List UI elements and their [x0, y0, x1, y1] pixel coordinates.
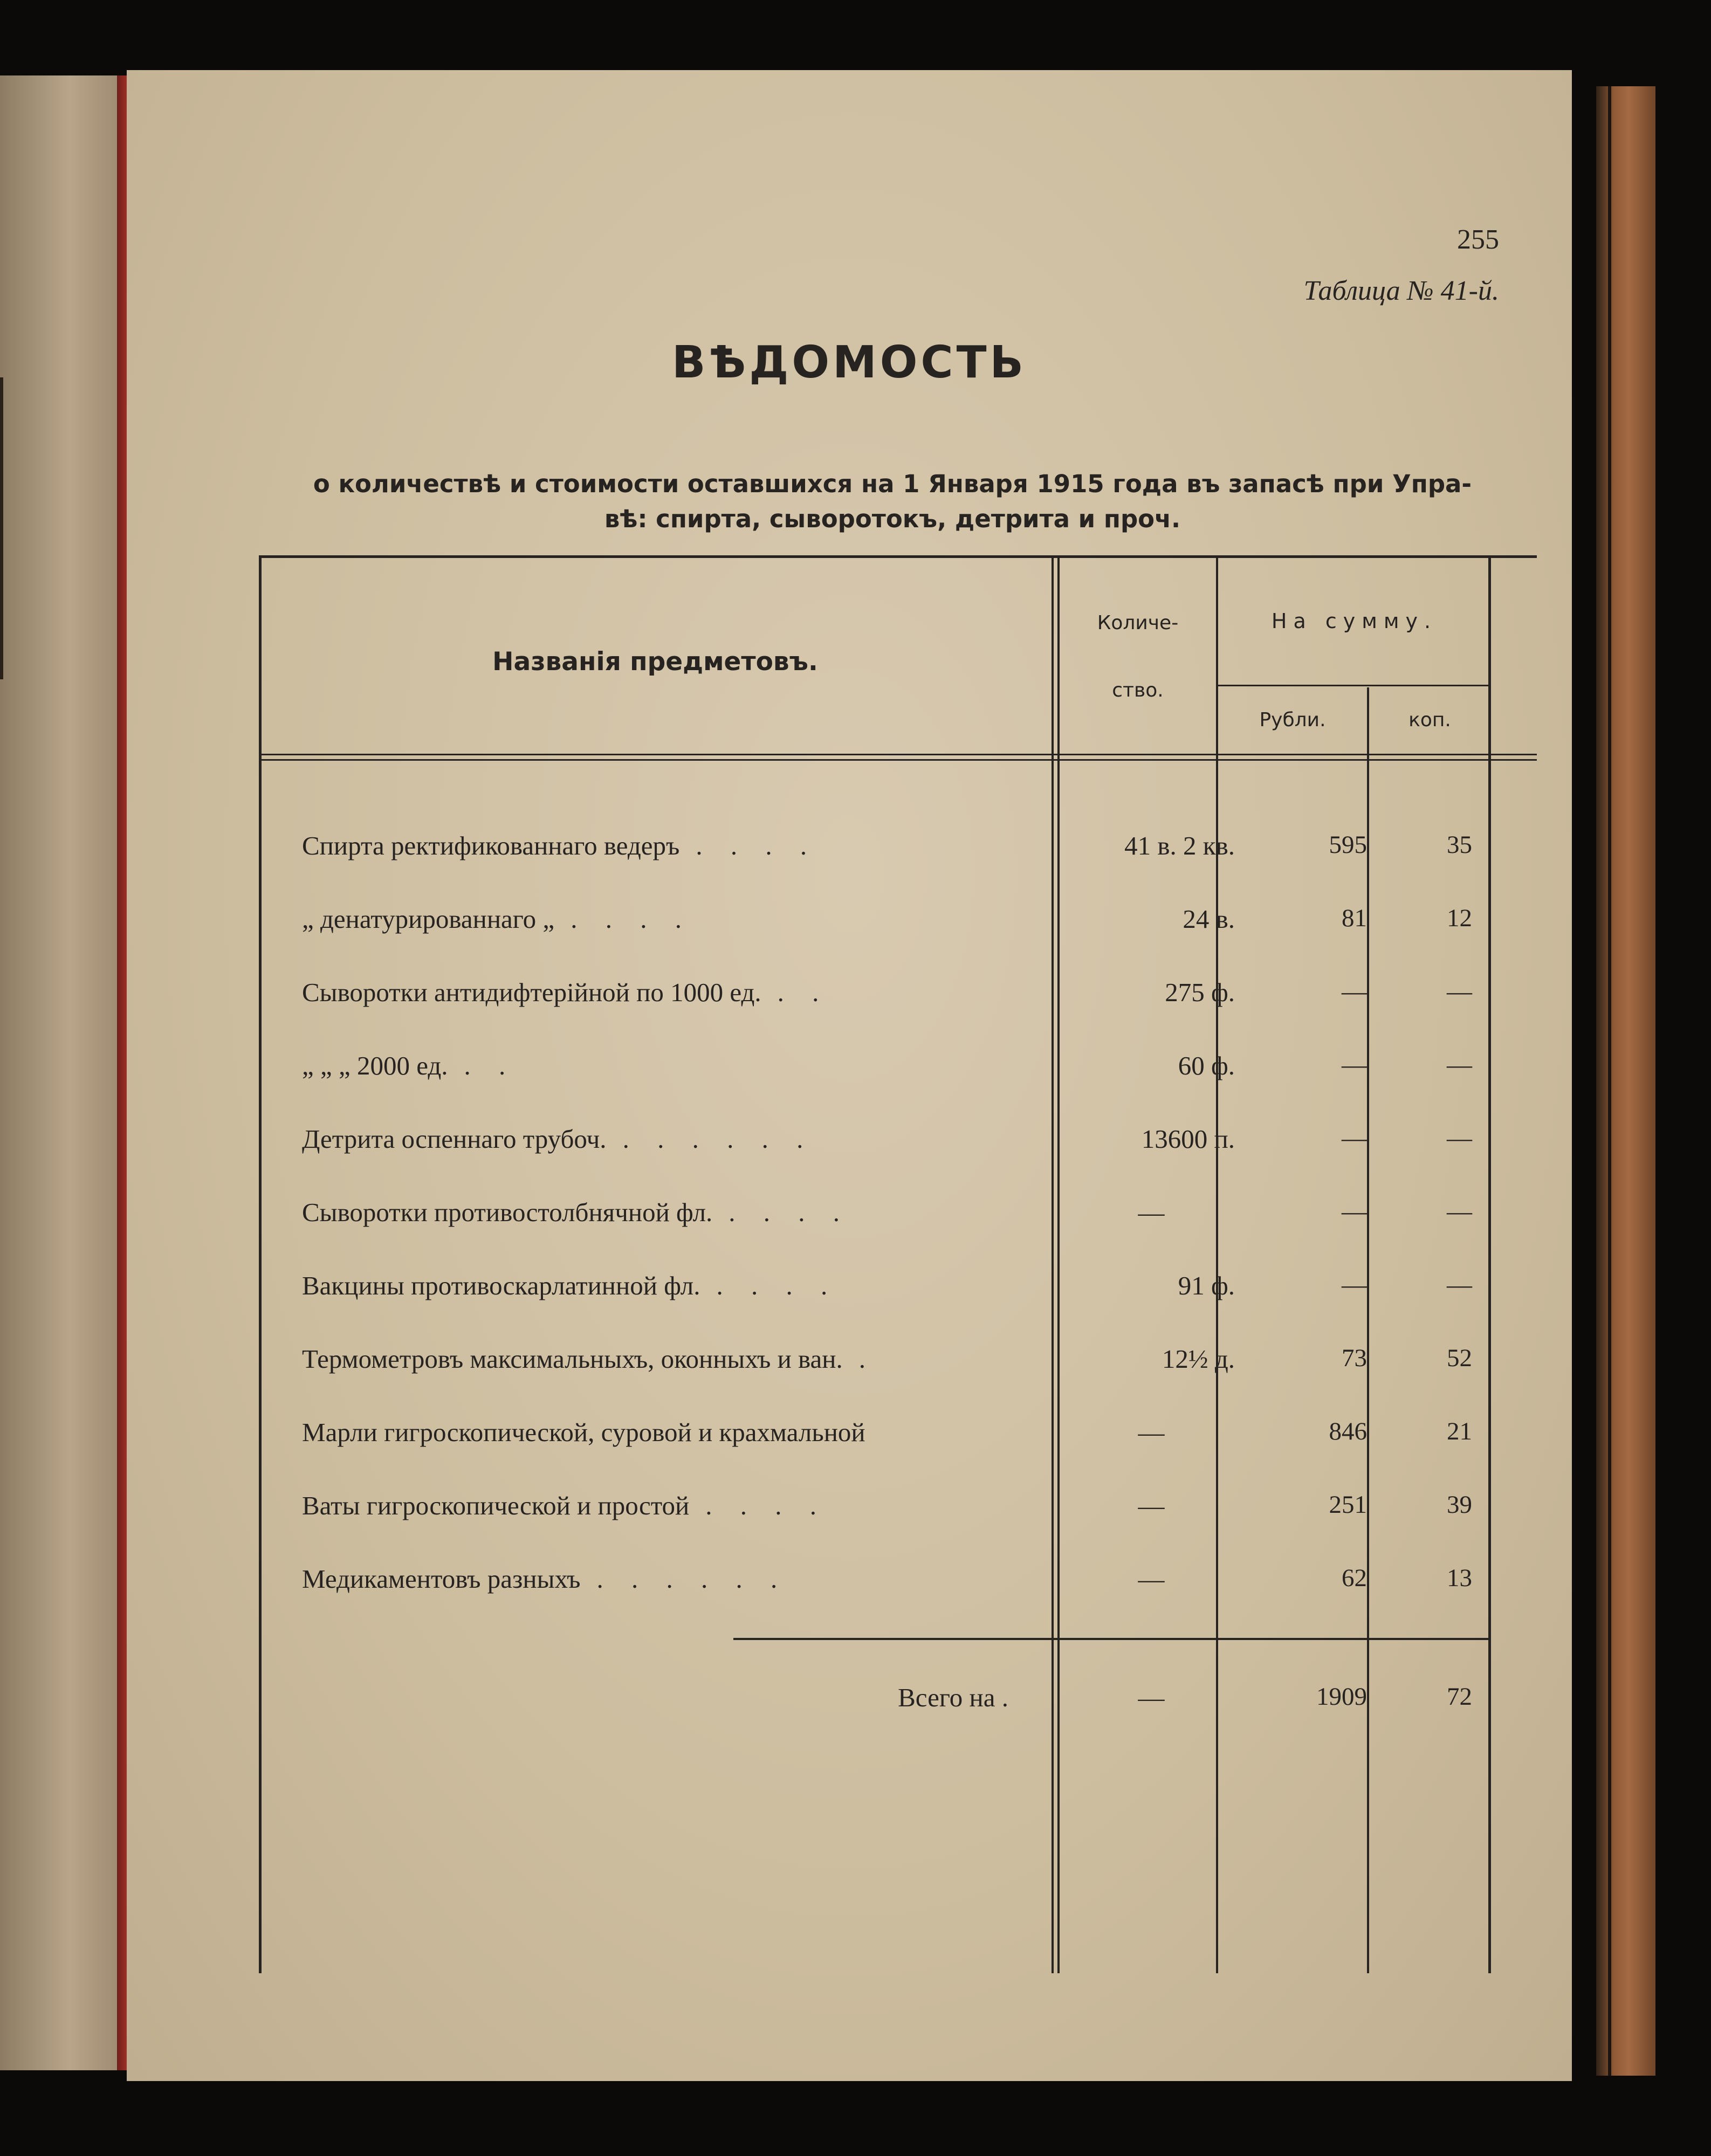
- row-leader-dots: . .: [777, 977, 830, 1007]
- page-number: 255: [1457, 224, 1499, 255]
- row-rub: —: [1342, 977, 1367, 1005]
- row-qty: —: [1138, 1417, 1165, 1447]
- row-name-text: „ „ „ 2000 ед.: [302, 1051, 448, 1080]
- header-rule-b: [259, 759, 1537, 761]
- row-name: [302, 1270, 1052, 1301]
- row-rub: —: [1342, 1124, 1367, 1152]
- header-qty-line2: ство.: [1112, 679, 1164, 701]
- row-qty: 12½ д.: [1162, 1344, 1235, 1374]
- row-leader-dots: . .: [464, 1051, 517, 1080]
- row-kop: 13: [1447, 1564, 1472, 1592]
- row-name: [302, 1050, 1052, 1081]
- row-name: [302, 830, 1052, 861]
- spine-stripe: [1608, 86, 1611, 2076]
- subtitle-line-2: вѣ: спирта, сыворотокъ, детрита и проч.: [604, 505, 1181, 533]
- row-name: [302, 1490, 1052, 1521]
- row-name-text: Медикаментовъ разныхъ: [302, 1564, 581, 1594]
- subtitle-line-1: о количествѣ и стоимости оставшихся на 1 Января 1915 года въ запасѣ при Упра-: [313, 470, 1472, 498]
- row-rub: 846: [1329, 1417, 1367, 1445]
- document-page: [127, 70, 1572, 2081]
- row-qty: 91 ф.: [1178, 1271, 1235, 1300]
- row-leader-dots: . . . . . .: [596, 1564, 788, 1594]
- row-qty: 13600 п.: [1141, 1124, 1235, 1154]
- row-name: [302, 1197, 1052, 1228]
- row-rub: —: [1342, 1197, 1367, 1225]
- row-kop: —: [1447, 1051, 1472, 1079]
- row-kop: —: [1447, 1271, 1472, 1299]
- total-kop: 72: [1447, 1683, 1472, 1711]
- qty-col-rule: [1216, 555, 1218, 1973]
- table-number: Таблица № 41-й.: [1303, 275, 1499, 306]
- total-rule: [733, 1638, 1491, 1640]
- total-rub: 1909: [1316, 1683, 1367, 1711]
- row-leader-dots: . . . .: [571, 904, 692, 934]
- row-kop: —: [1447, 1197, 1472, 1225]
- page-mark: [0, 377, 3, 679]
- row-name: [302, 1344, 1052, 1374]
- row-name: [302, 1417, 1052, 1448]
- row-rub: 73: [1342, 1344, 1367, 1372]
- header-name: Названія предметовъ.: [492, 647, 818, 677]
- inventory-table: [259, 555, 1537, 1973]
- row-kop: 39: [1447, 1491, 1472, 1519]
- table-top-rule: [259, 555, 1537, 558]
- header-kop: коп.: [1408, 709, 1451, 731]
- header-sum: На сумму.: [1271, 609, 1438, 633]
- row-name: [302, 977, 1052, 1008]
- left-page-edge: [0, 75, 127, 2070]
- total-qty: —: [1138, 1683, 1165, 1712]
- row-kop: —: [1447, 977, 1472, 1005]
- row-rub: 62: [1342, 1564, 1367, 1592]
- page-title: ВѢДОМОСТЬ: [671, 337, 1027, 388]
- row-name-text: Сыворотки противостолбнячной фл.: [302, 1197, 713, 1227]
- row-kop: 21: [1447, 1417, 1472, 1445]
- row-name-text: Вакцины противоскарлатинной фл.: [302, 1271, 700, 1300]
- total-label: Всего на .: [898, 1683, 1008, 1712]
- row-qty: 24 в.: [1183, 904, 1235, 934]
- table-right-rule: [1488, 555, 1491, 1973]
- book-spine: [1596, 86, 1655, 2076]
- row-name: [302, 1563, 1052, 1594]
- row-rub: 595: [1329, 831, 1367, 859]
- row-rub: 81: [1342, 904, 1367, 932]
- row-qty: 275 ф.: [1165, 977, 1235, 1007]
- rub-col-rule: [1367, 687, 1369, 1973]
- row-kop: 35: [1447, 831, 1472, 859]
- row-kop: 12: [1447, 904, 1472, 932]
- row-name-text: Спирта ректификованнаго ведеръ: [302, 831, 680, 860]
- row-rub: —: [1342, 1271, 1367, 1299]
- red-page-edge: [117, 75, 127, 2070]
- row-name-text: „ денатурированнаго „: [302, 904, 555, 934]
- header-qty-line1: Количе-: [1097, 612, 1179, 634]
- row-kop: —: [1447, 1124, 1472, 1152]
- sum-header-rule: [1216, 685, 1491, 686]
- row-qty: —: [1138, 1197, 1165, 1227]
- row-leader-dots: . . . .: [705, 1491, 827, 1520]
- row-qty: 41 в. 2 кв.: [1124, 831, 1235, 860]
- row-name-text: Ваты гигроскопической и простой: [302, 1491, 690, 1520]
- row-name-text: Термометровъ максимальныхъ, оконныхъ и ван.: [302, 1344, 843, 1374]
- row-name-text: Марли гигроскопической, суровой и крахмальной: [302, 1417, 865, 1447]
- name-col-rule-a: [1052, 555, 1054, 1973]
- row-leader-dots: .: [858, 1344, 877, 1374]
- row-leader-dots: . . . .: [696, 831, 818, 860]
- row-rub: —: [1342, 1051, 1367, 1079]
- row-kop: 52: [1447, 1344, 1472, 1372]
- row-leader-dots: . . . . . .: [622, 1124, 814, 1154]
- row-qty: 60 ф.: [1178, 1051, 1235, 1080]
- page-subtitle: [251, 466, 1534, 536]
- header-rule-a: [259, 754, 1537, 755]
- header-rub: Рубли.: [1259, 709, 1326, 731]
- row-leader-dots: . . . .: [716, 1271, 839, 1300]
- row-name-text: Детрита оспеннаго трубоч.: [302, 1124, 607, 1154]
- table-left-rule: [259, 555, 262, 1973]
- row-rub: 251: [1329, 1491, 1367, 1519]
- row-name-text: Сыворотки антидифтерійной по 1000 ед.: [302, 977, 761, 1007]
- name-col-rule-b: [1057, 555, 1060, 1973]
- row-name: [302, 904, 1052, 934]
- row-qty: —: [1138, 1491, 1165, 1520]
- row-qty: —: [1138, 1564, 1165, 1594]
- row-leader-dots: . . . .: [729, 1197, 851, 1227]
- row-name: [302, 1124, 1052, 1154]
